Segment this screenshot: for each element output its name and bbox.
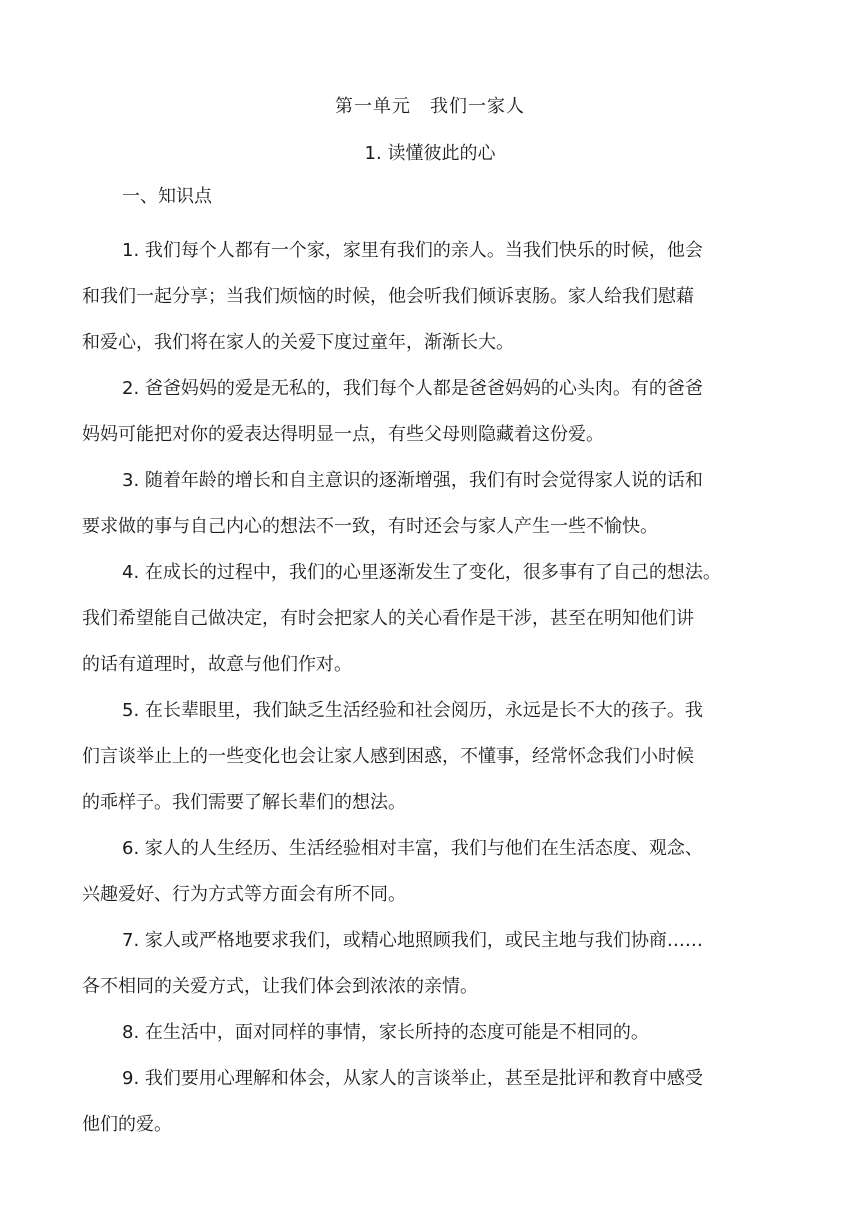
section-heading: 一、知识点: [122, 186, 212, 207]
knowledge-point-1: [82, 228, 742, 366]
paragraph-line: 兴趣爱好、行为方式等方面会有所不同。: [82, 884, 406, 905]
unit-title: 第一单元 我们一家人: [335, 96, 525, 117]
knowledge-point-7: [82, 918, 742, 1010]
knowledge-point-6: [82, 826, 742, 918]
paragraph-line: 7. 家人或严格地要求我们，或精心地照顾我们，或民主地与我们协商……: [122, 930, 703, 951]
knowledge-point-4: [82, 550, 742, 688]
knowledge-point-5: [82, 688, 742, 826]
paragraph-line: 6. 家人的人生经历、生活经验相对丰富，我们与他们在生活态度、观念、: [122, 838, 703, 859]
paragraph-line: 9. 我们要用心理解和体会，从家人的言谈举止，甚至是批评和教育中感受: [122, 1068, 703, 1089]
lesson-title: 1. 读懂彼此的心: [364, 143, 496, 164]
paragraph-line: 5. 在长辈眼里，我们缺乏生活经验和社会阅历，永远是长不大的孩子。我: [122, 700, 703, 721]
paragraph-line: 4. 在成长的过程中，我们的心里逐渐发生了变化，很多事有了自己的想法。: [122, 562, 721, 583]
knowledge-point-9: [82, 1056, 742, 1148]
knowledge-point-2: [82, 366, 742, 458]
paragraph-line: 妈妈可能把对你的爱表达得明显一点，有些父母则隐藏着这份爱。: [82, 424, 604, 445]
knowledge-points: [82, 228, 742, 1148]
paragraph-line: 的话有道理时，故意与他们作对。: [82, 654, 352, 675]
knowledge-point-3: [82, 458, 742, 550]
paragraph-line: 和爱心，我们将在家人的关爱下度过童年，渐渐长大。: [82, 332, 514, 353]
paragraph-line: 要求做的事与自己内心的想法不一致，有时还会与家人产生一些不愉快。: [82, 516, 658, 537]
paragraph-line: 和我们一起分享；当我们烦恼的时候，他会听我们倾诉衷肠。家人给我们慰藉: [82, 286, 694, 307]
paragraph-line: 各不相同的关爱方式，让我们体会到浓浓的亲情。: [82, 976, 478, 997]
paragraph-line: 我们希望能自己做决定，有时会把家人的关心看作是干涉，甚至在明知他们讲: [82, 608, 694, 629]
knowledge-point-8: [82, 1010, 742, 1056]
paragraph-line: 的乖样子。我们需要了解长辈们的想法。: [82, 792, 406, 813]
paragraph-line: 们言谈举止上的一些变化也会让家人感到困惑，不懂事，经常怀念我们小时候: [82, 746, 694, 767]
paragraph-line: 3. 随着年龄的增长和自主意识的逐渐增强，我们有时会觉得家人说的话和: [122, 470, 703, 491]
paragraph-line: 1. 我们每个人都有一个家，家里有我们的亲人。当我们快乐的时候，他会: [122, 240, 703, 261]
paragraph-line: 8. 在生活中，面对同样的事情，家长所持的态度可能是不相同的。: [122, 1022, 649, 1043]
paragraph-line: 2. 爸爸妈妈的爱是无私的，我们每个人都是爸爸妈妈的心头肉。有的爸爸: [122, 378, 703, 399]
paragraph-line: 他们的爱。: [82, 1114, 172, 1135]
